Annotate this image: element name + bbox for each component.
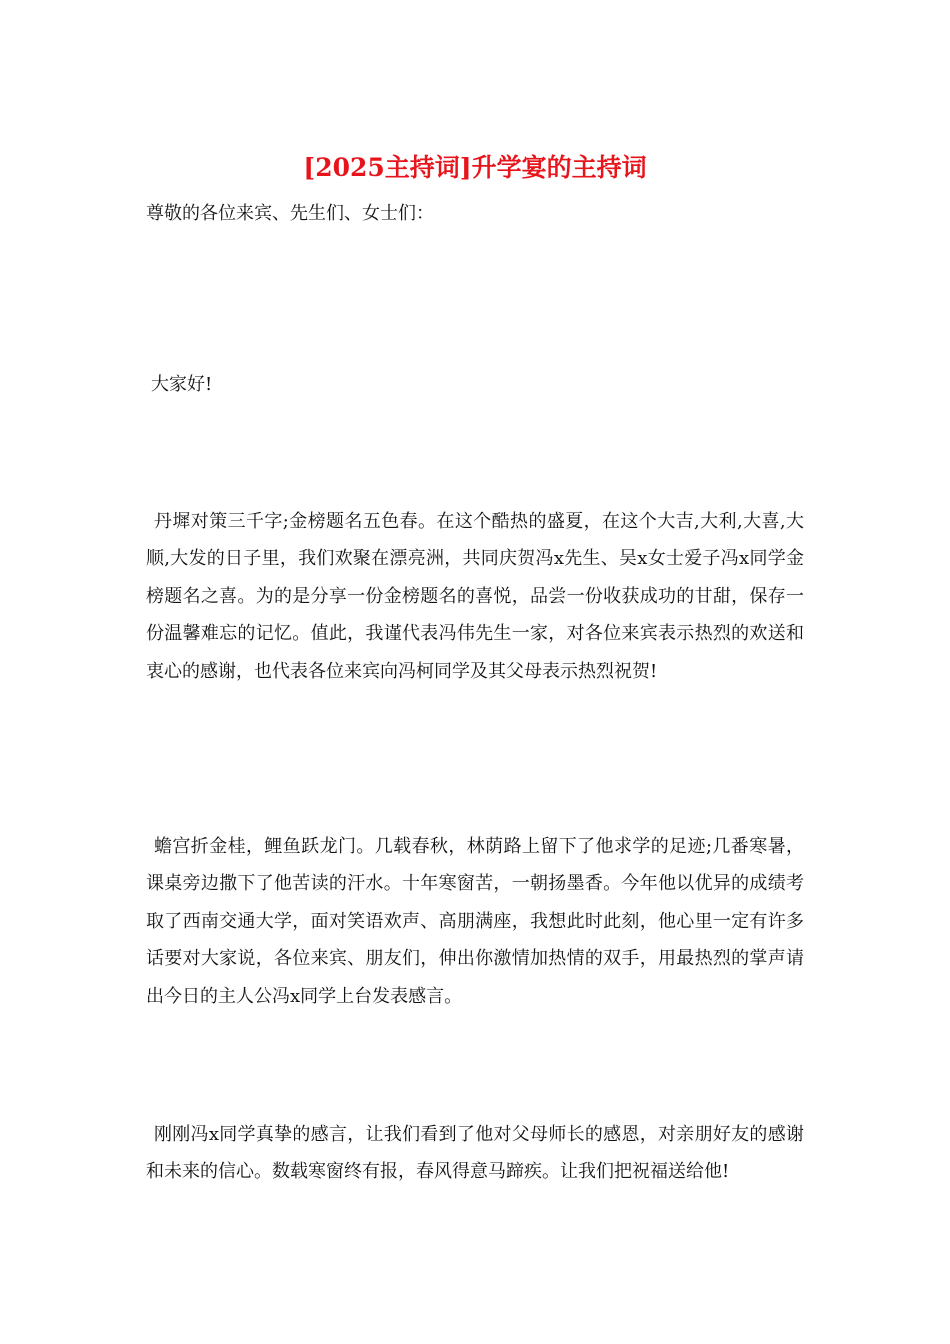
body-paragraph-3: 刚刚冯x同学真挚的感言，让我们看到了他对父母师长的感恩，对亲朋好友的感谢和未来的信心。数载寒窗终有报，春风得意马蹄疾。让我们把祝福送给他! bbox=[146, 1124, 804, 1183]
body-paragraph-2: 蟾宫折金桂，鲤鱼跃龙门。几载春秋，林荫路上留下了他求学的足迹;几番寒暑，课桌旁边撒下了他苦读的汗水。十年寒窗苦，一朝扬墨香。今年他以优异的成绩考取了西南交通大学，面对笑语欢声、高朋满座，我想此时此刻，他心里一定有许多话要对大家说，各位来宾、朋友们，伸出你激情加热情的双手，用最热烈的掌声请出今日的主人公冯x同学上台发表感言。 bbox=[146, 836, 804, 1007]
greeting-paragraph: 尊敬的各位来宾、先生们、女士们： bbox=[146, 203, 434, 224]
hello-paragraph: 大家好! bbox=[151, 374, 213, 395]
document-title: [2025主持词]升学宴的主持词 bbox=[303, 153, 647, 182]
body-paragraph-1: 丹墀对策三千字;金榜题名五色春。在这个酷热的盛夏，在这个大吉,大利,大喜,大顺,大发的日子里，我们欢聚在漂亮洲，共同庆贺冯x先生、吴x女士爱子冯x同学金榜题名之喜。为的是分享一份金榜题名的喜悦，品尝一份收获成功的甘甜，保存一份温馨难忘的记忆。值此，我谨代表冯伟先生一家，对各位来宾表示热烈的欢送和衷心的感谢，也代表各位来宾向冯柯同学及其父母表示热烈祝贺! bbox=[146, 511, 804, 682]
